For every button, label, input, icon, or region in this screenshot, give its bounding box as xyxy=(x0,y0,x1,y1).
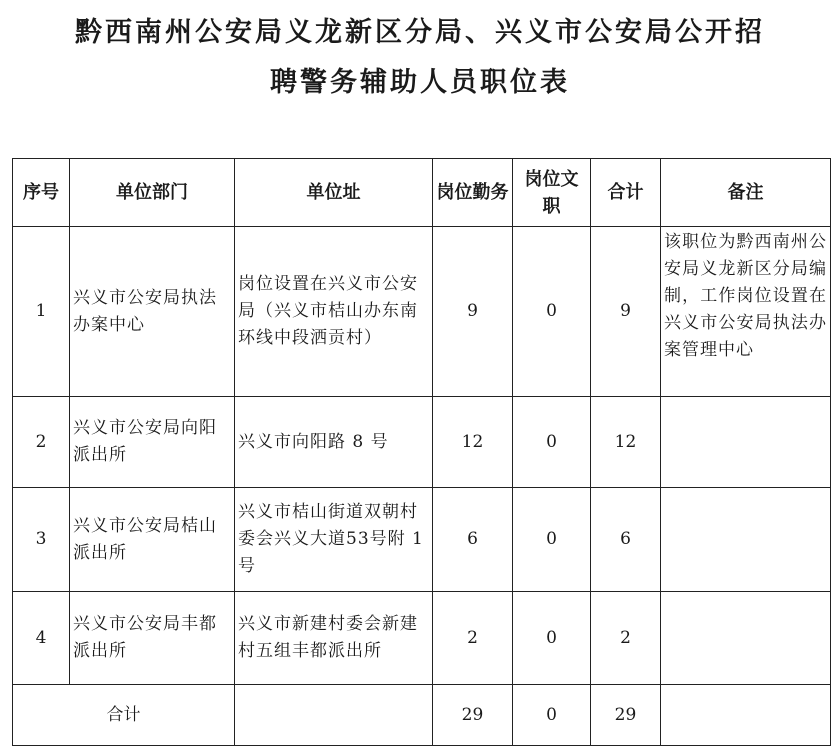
row-index: 2 xyxy=(13,397,70,488)
totals-total: 29 xyxy=(591,685,661,746)
header-remark: 备注 xyxy=(661,159,831,227)
row-index: 1 xyxy=(13,227,70,397)
totals-remark-empty xyxy=(661,685,831,746)
row-total: 6 xyxy=(591,488,661,592)
row-total: 2 xyxy=(591,592,661,685)
row-duty: 6 xyxy=(433,488,513,592)
row-unit: 兴义市公安局执法办案中心 xyxy=(70,227,235,397)
row-index: 4 xyxy=(13,592,70,685)
row-civil: 0 xyxy=(513,397,591,488)
row-remark xyxy=(661,397,831,488)
header-unit: 单位部门 xyxy=(70,159,235,227)
page-title-line2: 聘警务辅助人员职位表 xyxy=(270,67,570,98)
header-duty: 岗位勤务 xyxy=(433,159,513,227)
row-civil: 0 xyxy=(513,488,591,592)
row-unit: 兴义市公安局桔山派出所 xyxy=(70,488,235,592)
row-civil: 0 xyxy=(513,227,591,397)
row-address: 兴义市新建村委会新建村五组丰都派出所 xyxy=(235,592,433,685)
row-address: 兴义市桔山街道双朝村委会兴义大道53号附 1 号 xyxy=(235,488,433,592)
header-address: 单位址 xyxy=(235,159,433,227)
table-row xyxy=(13,227,831,397)
row-total: 12 xyxy=(591,397,661,488)
totals-address-empty xyxy=(235,685,433,746)
row-address: 兴义市向阳路 8 号 xyxy=(235,397,433,488)
table-row xyxy=(13,592,831,685)
totals-duty: 29 xyxy=(433,685,513,746)
totals-row xyxy=(13,685,831,746)
row-duty: 9 xyxy=(433,227,513,397)
row-remark: 该职位为黔西南州公安局义龙新区分局编制，工作岗位设置在兴义市公安局执法办案管理中心 xyxy=(661,227,831,397)
row-total: 9 xyxy=(591,227,661,397)
row-remark xyxy=(661,592,831,685)
header-civil: 岗位文职 xyxy=(513,159,591,227)
totals-civil: 0 xyxy=(513,685,591,746)
table-header-row xyxy=(13,159,831,227)
header-index: 序号 xyxy=(13,159,70,227)
row-duty: 12 xyxy=(433,397,513,488)
table-row xyxy=(13,397,831,488)
table-row xyxy=(13,488,831,592)
row-remark xyxy=(661,488,831,592)
page-title-line1: 黔西南州公安局义龙新区分局、兴义市公安局公开招 xyxy=(75,17,765,48)
row-unit: 兴义市公安局丰都派出所 xyxy=(70,592,235,685)
positions-table xyxy=(12,158,831,746)
row-duty: 2 xyxy=(433,592,513,685)
row-civil: 0 xyxy=(513,592,591,685)
totals-label: 合计 xyxy=(13,685,235,746)
header-total: 合计 xyxy=(591,159,661,227)
row-index: 3 xyxy=(13,488,70,592)
row-unit: 兴义市公安局向阳派出所 xyxy=(70,397,235,488)
row-address: 岗位设置在兴义市公安局（兴义市桔山办东南环线中段洒贡村） xyxy=(235,227,433,397)
